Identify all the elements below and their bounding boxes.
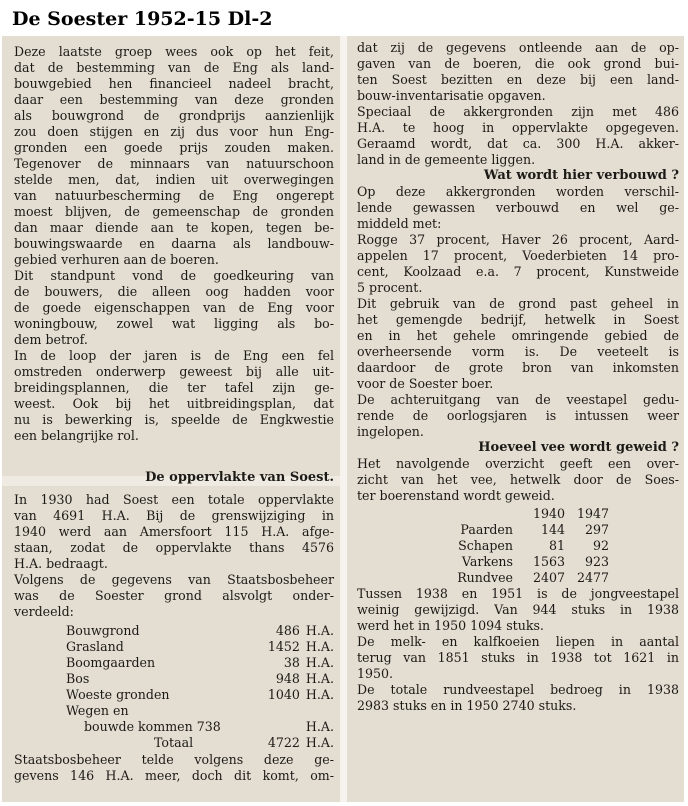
text-line: dat zij de gegevens ontleende aan de op-	[357, 40, 679, 55]
table-row	[423, 522, 609, 538]
text-line: dan maar diende aan te kopen, tegen be-	[14, 220, 334, 235]
table-row	[423, 570, 609, 586]
count-1940: 144	[540, 522, 565, 537]
land-row-wegen	[14, 719, 306, 735]
text-line: terug van 1851 stuks in 1938 tot 1621 in	[357, 650, 679, 665]
text-line: breidingsplannen, die ter tafel zijn ge-	[14, 380, 334, 395]
paragraph-achteruitgang	[357, 392, 679, 440]
text-line: gronden een goede prijs zouden maken.	[14, 140, 334, 155]
text-line: 2983 stuks en in 1950 2740 stuks.	[357, 698, 577, 713]
count-1947: 2477	[576, 570, 609, 585]
livestock-table	[423, 506, 609, 586]
right-column	[357, 36, 679, 714]
text-line: H.A. bedraagt.	[14, 556, 108, 571]
text-line: In de loop der jaren is de Eng een fel	[14, 348, 334, 363]
land-unit: H.A.	[305, 671, 334, 686]
text-line: Het navolgende overzicht geeft een over-	[357, 456, 679, 471]
text-line: daar een bestemming van deze gronden	[14, 92, 334, 107]
table-row	[14, 639, 334, 655]
text-line: weinig gewijzigd. Van 944 stuks in 1938	[357, 602, 679, 617]
text-line: zou doen stijgen en zij dus voor hun Eng-	[14, 124, 334, 139]
text-line: bouwgebied hen financieel nadeel bracht,	[14, 76, 334, 91]
land-value: 948	[275, 671, 300, 686]
text-line: de goede eigenschappen van de Eng voor	[14, 300, 334, 315]
text-line: ter boerenstand wordt geweid.	[357, 488, 555, 503]
text-line: en in het gehele omringende gebied de	[357, 328, 679, 343]
text-line: nu is bewerking is, speelde de Engkwestie	[14, 412, 334, 427]
section-heading-oppervlakte: De oppervlakte van Soest.	[145, 470, 334, 485]
text-line: 5 procent.	[357, 280, 423, 295]
text-line: daardoor de grote bron van inkomsten	[357, 360, 679, 375]
left-column-lower	[14, 492, 334, 784]
text-line: stelde men, dat, indien uit overwegingen	[14, 172, 334, 187]
count-1947: 923	[584, 554, 609, 569]
text-line: omstreden onderwerp geweest bij alle uit-	[14, 364, 334, 379]
text-line: van natuurbescherming de Eng ongerept	[14, 188, 334, 203]
text-line: Tussen 1938 en 1951 is de jongveestapel	[357, 586, 679, 601]
text-line: land in de gemeente liggen.	[357, 152, 536, 167]
text-line: De melk- en kalfkoeien liepen in aantal	[357, 634, 679, 649]
paragraph-staatsbosbeheer	[14, 572, 334, 620]
text-line: was de Soester grond alsvolgt onder-	[14, 588, 334, 603]
paragraph-eng-financieel	[14, 44, 334, 268]
text-line: Staatsbosbeheer telde volgens deze ge-	[14, 752, 334, 767]
land-value: 486	[275, 623, 300, 638]
section-heading-vee: Hoeveel vee wordt geweid ?	[478, 440, 679, 455]
text-line: van 4691 H.A. Bij de grenswijziging in	[14, 508, 334, 523]
text-line: staan, zodat de oppervlakte thans 4576	[14, 540, 334, 555]
year-header: 1940	[532, 506, 565, 521]
text-line: de bouwers, die alleen oog hadden voor	[14, 284, 334, 299]
land-total-value: 4722	[267, 735, 300, 750]
text-line: lende gewassen verbouwd en wel ge-	[357, 200, 679, 215]
text-line: 1950.	[357, 666, 394, 681]
count-1940: 81	[548, 538, 565, 553]
paragraph-melkkoeien	[357, 634, 679, 682]
text-line: gevens 146 H.A. meer, doch dit komt, om-	[14, 768, 334, 783]
text-line: werd het in 1950 1094 stuks.	[357, 618, 544, 633]
land-unit: H.A.	[305, 655, 334, 670]
left-column-upper	[14, 44, 334, 444]
animal-name: Schapen	[458, 538, 513, 553]
paragraph-gewassen	[357, 184, 679, 296]
text-line: Rogge 37 procent, Haver 26 procent, Aard-	[357, 232, 679, 247]
land-use-table	[14, 623, 334, 751]
text-line: Dit gebruik van de grond past geheel in	[357, 296, 679, 311]
land-total-label: Totaal	[154, 735, 194, 750]
land-name: Bos	[66, 671, 90, 686]
table-row	[14, 719, 334, 735]
text-line: ingelopen.	[357, 424, 424, 439]
animal-name: Varkens	[461, 554, 513, 569]
text-line: De achteruitgang van de veestapel gedu-	[357, 392, 679, 407]
newspaper-clipping	[2, 36, 684, 802]
text-line: voor de Soester boer.	[357, 376, 494, 391]
text-line: Geraamd wordt, dat ca. 300 H.A. akker-	[357, 136, 679, 151]
text-line: Deze laatste groep wees ook op het feit,	[14, 44, 334, 59]
text-line: woningbouw, zowel wat ligging als bo-	[14, 316, 334, 331]
land-name: Bouwgrond	[66, 623, 140, 638]
text-line: 1940 werd aan Amersfoort 115 H.A. afge-	[14, 524, 334, 539]
text-line: moest blijven, de gemeenschap de gronden	[14, 204, 334, 219]
land-name: Woeste gronden	[66, 687, 170, 702]
text-line: middeld met:	[357, 216, 442, 231]
page-title: De Soester 1952-15 Dl-2	[12, 8, 273, 30]
count-1940: 2407	[532, 570, 565, 585]
count-1940: 1563	[532, 554, 565, 569]
paragraph-rundveestapel	[357, 682, 679, 714]
table-row	[14, 671, 334, 687]
paragraph-overzicht	[357, 456, 679, 504]
text-line: een belangrijke rol.	[14, 428, 139, 443]
count-1947: 297	[584, 522, 609, 537]
land-value: 38	[283, 655, 300, 670]
land-unit: H.A.	[305, 719, 334, 734]
land-name: Wegen en	[66, 703, 129, 718]
land-unit: H.A.	[305, 735, 334, 750]
land-value: 1040	[267, 687, 300, 702]
land-name: bouwde kommen	[84, 719, 193, 734]
text-line: overheersende vorm is. De veeteelt is	[357, 344, 679, 359]
count-1947: 92	[592, 538, 609, 553]
land-unit: H.A.	[305, 687, 334, 702]
text-line: Volgens de gegevens van Staatsbosbeheer	[14, 572, 334, 587]
land-name: Boomgaarden	[66, 655, 156, 670]
land-unit: H.A.	[305, 623, 334, 638]
paragraph-akkergronden	[357, 104, 679, 168]
paragraph-telde	[14, 752, 334, 784]
paragraph-loop-der-jaren	[14, 348, 334, 444]
table-corner	[423, 506, 521, 522]
paragraph-jongvee	[357, 586, 679, 634]
text-line: In 1930 had Soest een totale oppervlakte	[14, 492, 334, 507]
text-line: Dit standpunt vond de goedkeuring van	[14, 268, 334, 283]
text-line: rende de oorlogsjaren is intussen weer	[357, 408, 679, 423]
table-row	[423, 554, 609, 570]
paragraph-oppervlakte-1930	[14, 492, 334, 572]
column-divider	[340, 36, 347, 802]
land-unit: H.A.	[305, 639, 334, 654]
text-line: ten Soest bezitten en deze bij een land-	[357, 72, 679, 87]
table-row	[14, 703, 334, 719]
animal-name: Rundvee	[457, 570, 513, 585]
table-row	[14, 735, 334, 751]
text-line: verdeeld:	[14, 604, 74, 619]
land-value: 1452	[267, 639, 300, 654]
text-line: gebied verhuren aan de boeren.	[14, 252, 219, 267]
text-line: H.A. te hoog in oppervlakte opgegeven.	[357, 120, 679, 135]
text-line: bouwingswaarde en daarna als landbouw-	[14, 236, 334, 251]
text-line: De totale rundveestapel bedroeg in 1938	[357, 682, 679, 697]
text-line: weest. Ook bij het uitbreidingsplan, dat	[14, 396, 334, 411]
text-line: als bouwgrond de grondprijs aanzienlijk	[14, 108, 334, 123]
table-row	[14, 655, 334, 671]
land-name: Grasland	[66, 639, 124, 654]
text-line: cent, Koolzaad e.a. 7 procent, Kunstweide	[357, 264, 679, 279]
text-line: dem betrof.	[14, 332, 88, 347]
text-line: Tegenover de minnaars van natuurschoon	[14, 156, 334, 171]
section-heading-verbouwd: Wat wordt hier verbouwd ?	[483, 168, 679, 183]
land-value: 738	[196, 719, 221, 734]
text-line: dat de bestemming van de Eng als land-	[14, 60, 334, 75]
text-line: zicht van het vee, hetwelk door de Soes-	[357, 472, 679, 487]
table-row	[423, 538, 609, 554]
section-heading-wrap	[14, 466, 334, 486]
animal-name: Paarden	[460, 522, 513, 537]
paragraph-standpunt	[14, 268, 334, 348]
text-line: appelen 17 procent, Voederbieten 14 pro-	[357, 248, 679, 263]
text-line: Op deze akkergronden worden verschil-	[357, 184, 679, 199]
text-line: het gemengde bedrijf, hetwelk in Soest	[357, 312, 679, 327]
table-row	[14, 687, 334, 703]
table-row	[14, 623, 334, 639]
text-line: bouw-inventarisatie opgaven.	[357, 88, 546, 103]
paragraph-opgaven	[357, 40, 679, 104]
paragraph-gebruik	[357, 296, 679, 392]
text-line: Speciaal de akkergronden zijn met 486	[357, 104, 679, 119]
year-header: 1947	[576, 506, 609, 521]
text-line: gaven van de boeren, die ook grond bui-	[357, 56, 679, 71]
table-header-row	[423, 506, 609, 522]
